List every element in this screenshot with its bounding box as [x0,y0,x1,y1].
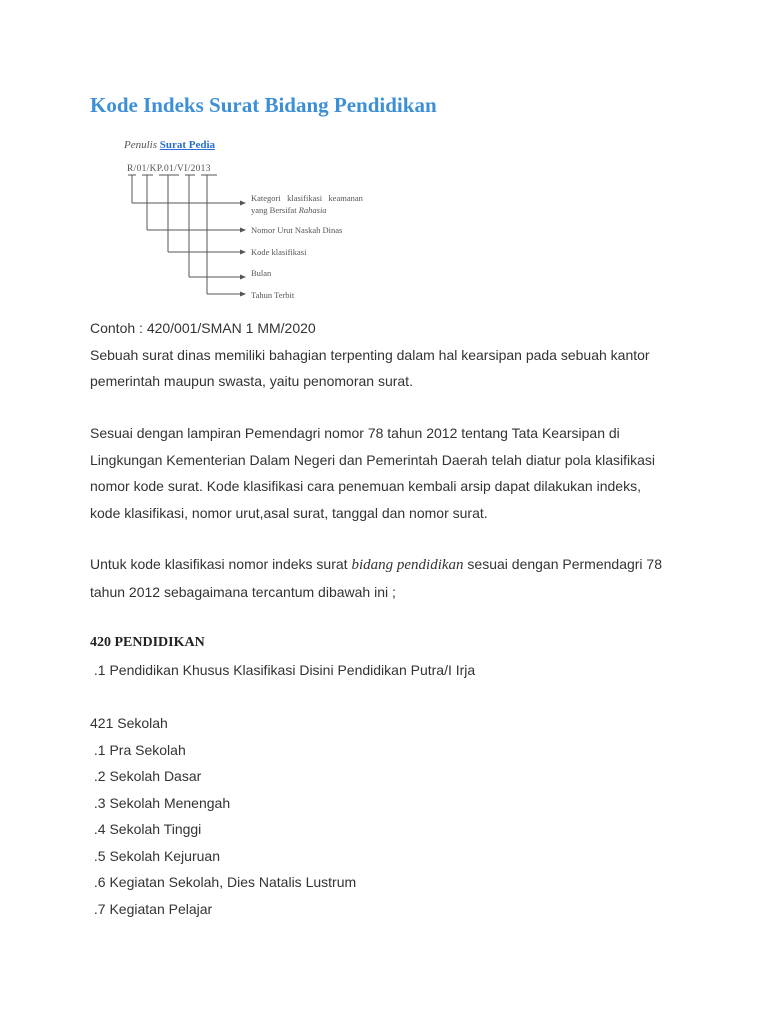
diagram-label-year: Tahun Terbit [251,290,295,300]
paragraph-line: nomor kode surat. Kode klasifikasi cara penemuan kembali arsip dapat dilakukan indeks, [90,478,641,494]
classification-intro [90,551,662,605]
paragraph-line: tahun 2012 sebagaimana tercantum dibawah ini ; [90,583,396,600]
list-item: .1 Pra Sekolah [90,741,186,758]
section-421 [90,710,356,922]
list-item: .2 Sekolah Dasar [90,768,202,784]
list-item: .7 Kegiatan Pelajar [90,900,213,917]
diagram-label-sequence: Nomor Urut Naskah Dinas [251,225,343,235]
regulation-paragraph [90,420,655,526]
paragraph-line: kode klasifikasi, nomor urut,asal surat, tanggal dan nomor surat. [90,504,488,521]
paragraph-line: Untuk kode klasifikasi nomor indeks surat bidang pendidikan sesuai dengan Permendagri 78 [90,556,662,573]
author-link[interactable]: Surat Pedia [159,139,216,151]
section-heading-421: 421 Sekolah [90,715,168,731]
list-item: .3 Sekolah Menengah [90,794,231,811]
diagram-label-category-line2: yang Bersifat Rahasia [251,205,327,215]
list-item: .1 Pendidikan Khusus Klasifikasi Disini Pendidikan Putra/I Irja [90,662,476,678]
intro-line-2: pemerintah maupun swasta, yaitu penomoran surat. [90,373,413,389]
section-heading-420: 420 PENDIDIKAN [90,635,205,650]
author-line [124,139,215,151]
diagram-connectors [132,175,241,294]
diagram-code: R/01/KP.01/VI/2013 [127,164,211,174]
diagram-label-classification: Kode klasifikasi [251,247,307,257]
list-item: .5 Sekolah Kejuruan [90,847,220,864]
list-item: .6 Kegiatan Sekolah, Dies Natalis Lustrum [90,874,357,890]
letter-number-diagram [120,155,410,305]
list-item: .4 Sekolah Tinggi [90,821,202,837]
diagram-label-month: Bulan [251,268,272,278]
example-and-intro [90,315,650,395]
section-420-items [90,657,475,684]
diagram-arrowheads [240,201,246,297]
author-label: Penulis [124,139,157,151]
example-line: Contoh : 420/001/SMAN 1 MM/2020 [90,320,316,336]
diagram-label-category: Kategori klasifikasi keamanan [251,193,363,203]
page-title: Kode Indeks Surat Bidang Pendidikan [90,93,437,117]
intro-line-1: Sebuah surat dinas memiliki bahagian terpenting dalam hal kearsipan pada sebuah kantor [90,346,650,363]
paragraph-line: Lingkungan Kementerian Dalam Negeri dan Pemerintah Daerah telah diatur pola klasifikasi [90,451,655,468]
paragraph-line: Sesuai dengan lampiran Pemendagri nomor 78 tahun 2012 tentang Tata Kearsipan di [90,425,620,441]
